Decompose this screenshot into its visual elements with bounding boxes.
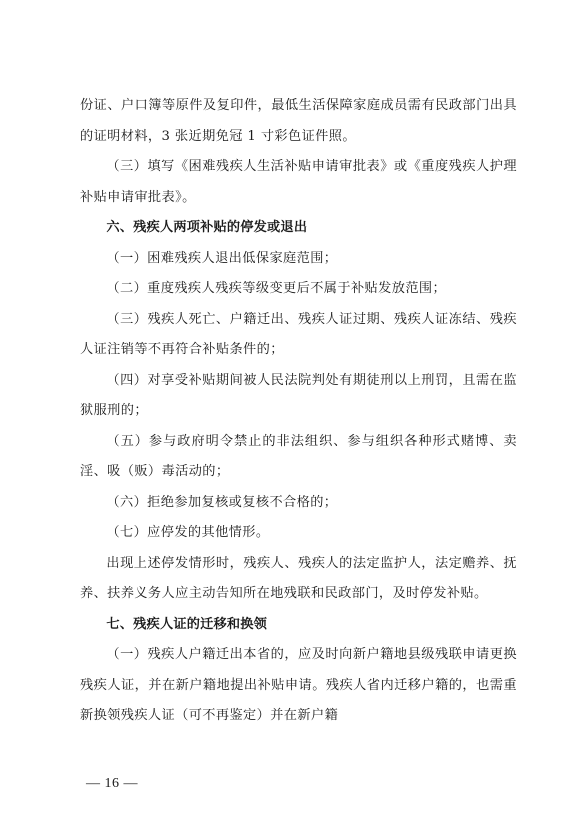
- paragraph-stop-item-3: （三）残疾人死亡、户籍迁出、残疾人证过期、残疾人证冻结、残疾人证注销等不再符合补贴条件的；: [80, 311, 517, 357]
- section-heading-6: 六、残疾人两项补贴的停发或退出: [106, 220, 308, 235]
- paragraph-stop-item-6: （六）拒绝参加复核或复核不合格的；: [106, 494, 338, 510]
- paragraph-stop-item-5: （五）参与政府明令禁止的非法组织、参与组织各种形式赌博、卖淫、吸（贩）毒活动的；: [80, 433, 517, 479]
- paragraph-stop-item-4: （四）对享受补贴期间被人民法院判处有期徒刑以上刑罚，且需在监狱服刑的；: [80, 372, 517, 418]
- paragraph-item-3-form: （三）填写《困难残疾人生活补贴申请审批表》或《重度残疾人护理补贴申请审批表》。: [80, 159, 517, 205]
- page-number: — 16 —: [86, 776, 138, 791]
- section-heading-7: 七、残疾人证的迁移和换领: [106, 616, 268, 632]
- document-body: [80, 91, 517, 732]
- paragraph-stop-item-7: （七）应停发的其他情形。: [106, 525, 270, 540]
- paragraph-migration-item-1: （一）残疾人户籍迁出本省的，应及时向新户籍地县级残联申请更换残疾人证，并在新户籍地提出补贴申请。残疾人省内迁移户籍的，也需重新换领残疾人证（可不再鉴定）并在新户籍: [80, 647, 517, 723]
- paragraph-notification-duty: 出现上述停发情形时，残疾人、残疾人的法定监护人，法定赡养、抚养、扶养义务人应主动告知所在地残联和民政部门，及时停发补贴。: [80, 555, 517, 601]
- paragraph-continuation: 份证、户口簿等原件及复印件，最低生活保障家庭成员需有民政部门出具的证明材料，3 张近期免冠 1 寸彩色证件照。: [80, 98, 517, 144]
- paragraph-stop-item-2: （二）重度残疾人残疾等级变更后不属于补贴发放范围；: [106, 281, 447, 296]
- paragraph-stop-item-1: （一）困难残疾人退出低保家庭范围；: [106, 250, 338, 266]
